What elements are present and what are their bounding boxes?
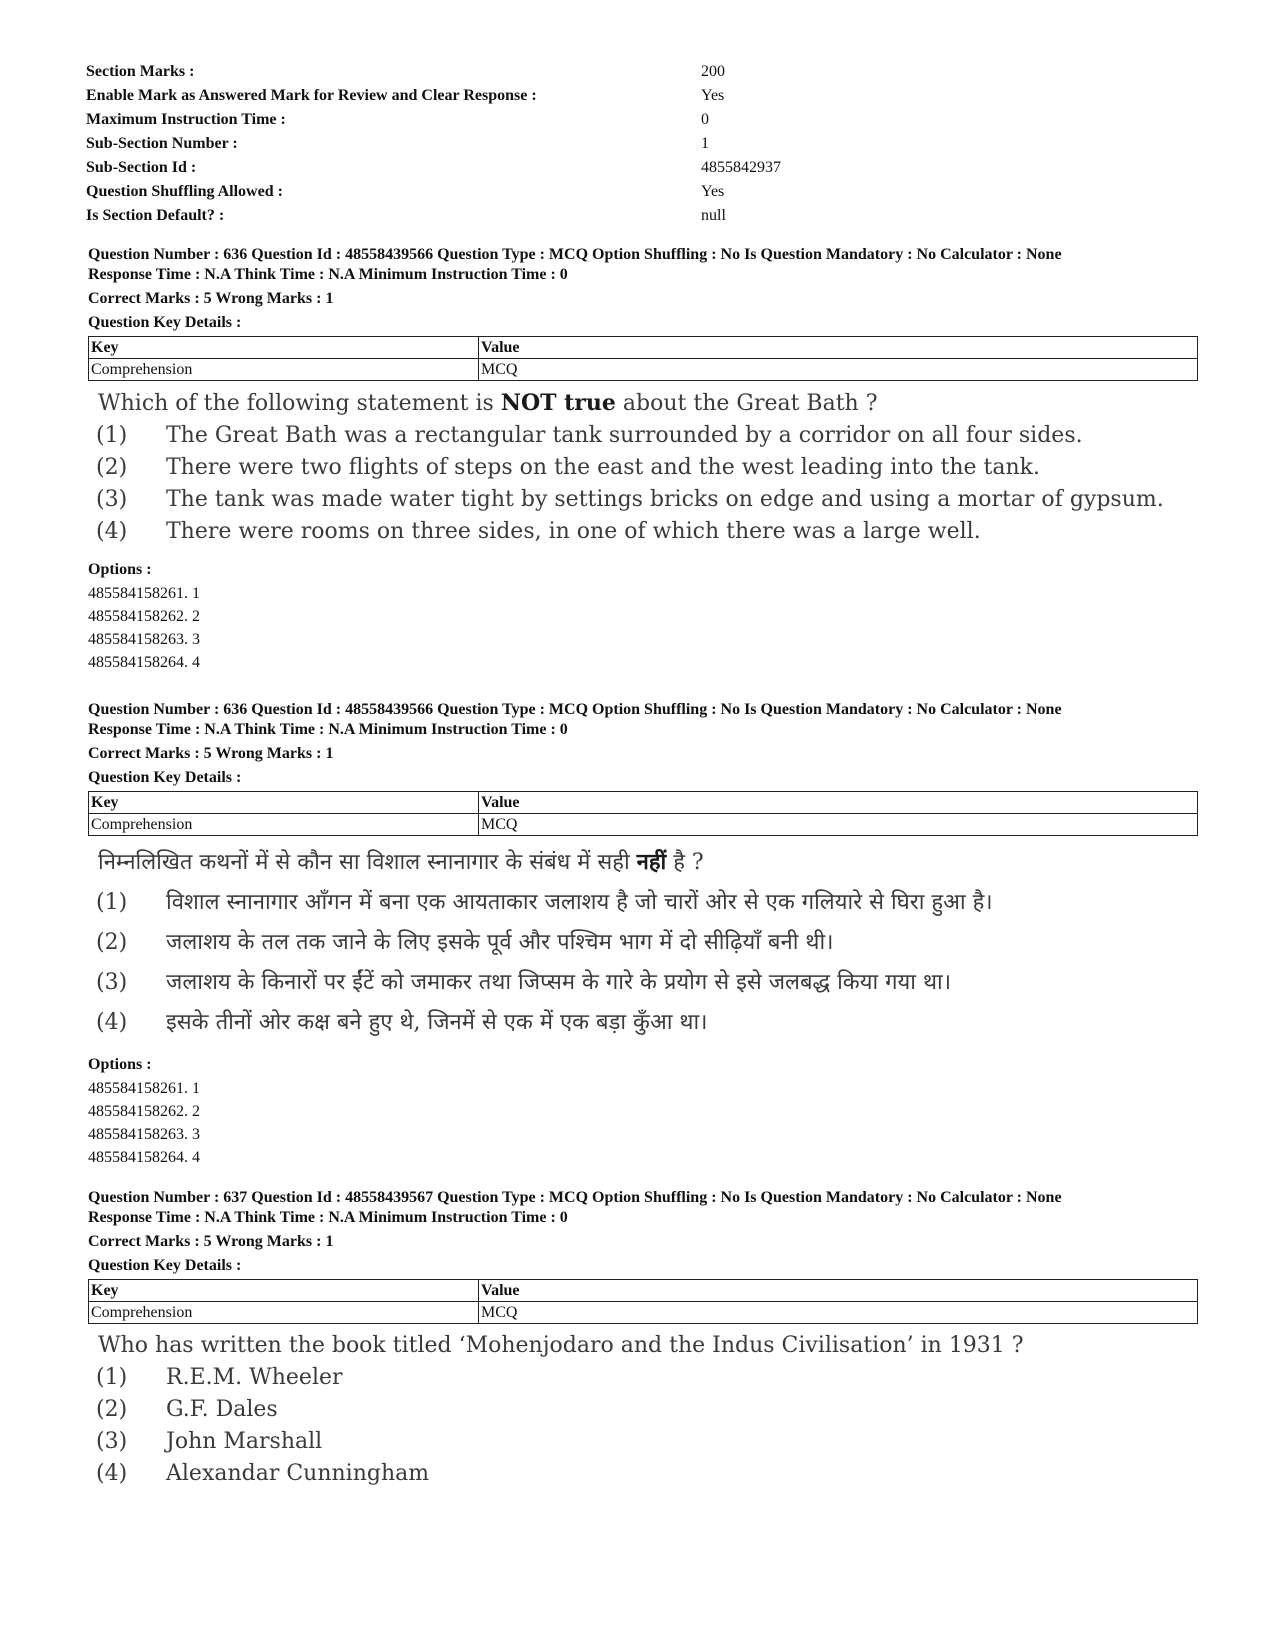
question-stem: [88, 842, 1203, 883]
option-item: 485584158262. 2: [88, 608, 200, 625]
choice-number: (3): [96, 1429, 128, 1454]
row-value: 200: [701, 63, 725, 80]
choice-text: There were two flights of steps on the east and the west leading into the tank.: [166, 455, 1041, 480]
choice-text: इसके तीनों ओर कक्ष बने हुए थे, जिनमें से एक में एक बड़ा कुँआ था।: [166, 1010, 708, 1035]
choice: [88, 1362, 1203, 1394]
choice-text: विशाल स्नानागार आँगन में बना एक आयताकार जलाशय है जो चारों ओर से एक गलियारे से घिरा हुआ है।: [166, 890, 993, 915]
option-item: 485584158263. 3: [88, 1126, 200, 1143]
question-block: [88, 1188, 1203, 1490]
row-value: Yes: [701, 183, 725, 200]
choice: [88, 484, 1203, 516]
choice-number: (2): [96, 930, 128, 955]
option-item: 485584158263. 3: [88, 631, 200, 648]
choice-text: There were rooms on three sides, in one of which there was a large well.: [166, 519, 981, 544]
question-block: [88, 700, 1203, 1169]
table-row: [89, 1302, 1198, 1324]
choice: [88, 923, 1203, 963]
meta-line: Response Time : N.A Think Time : N.A Minimum Instruction Time : 0: [88, 266, 568, 283]
choice: [88, 1394, 1203, 1426]
row-value: null: [701, 207, 726, 224]
row-label: Enable Mark as Answered Mark for Review and Clear Response :: [86, 87, 537, 104]
stem-emphasis: NOT true: [500, 390, 616, 416]
section-default-row: [86, 204, 886, 228]
choice: [88, 516, 1203, 548]
meta-line: Question Number : 637 Question Id : 48558439567 Question Type : MCQ Option Shuffling : No Is Question Mandatory : No Calculator : None: [88, 1189, 1062, 1206]
enable-mark-row: [86, 84, 886, 108]
cell-value: MCQ: [479, 1302, 1198, 1324]
key-details-label: Question Key Details :: [88, 314, 242, 331]
header-key: Key: [89, 792, 479, 814]
table-row: [89, 814, 1198, 836]
cell-key: Comprehension: [89, 359, 479, 381]
row-value: 1: [701, 135, 709, 152]
question-meta: [88, 1188, 1203, 1228]
choice-text: R.E.M. Wheeler: [166, 1365, 343, 1390]
header-value: Value: [479, 1280, 1198, 1302]
question-meta: [88, 245, 1203, 285]
choice-text: John Marshall: [166, 1429, 323, 1454]
stem-text: about the Great Bath ?: [615, 391, 878, 416]
cell-key: Comprehension: [89, 1302, 479, 1324]
section-marks-row: [86, 60, 886, 84]
options-label: Options :: [88, 1056, 152, 1073]
question-text: [88, 387, 1203, 548]
row-label: Sub-Section Id :: [86, 159, 197, 176]
key-value-table: [88, 336, 1198, 381]
row-value: Yes: [701, 87, 725, 104]
choice: [88, 1003, 1203, 1043]
choice-number: (1): [96, 890, 128, 915]
key-details-label: Question Key Details :: [88, 769, 242, 786]
choice-number: (4): [96, 1010, 128, 1035]
meta-line: Response Time : N.A Think Time : N.A Minimum Instruction Time : 0: [88, 1209, 568, 1226]
choice-number: (2): [96, 1397, 128, 1422]
option-item: 485584158261. 1: [88, 1080, 200, 1097]
choice: [88, 1426, 1203, 1458]
stem-text: निम्नलिखित कथनों में से कौन सा विशाल स्नानागार के संबंध में सही: [98, 850, 637, 875]
choice-number: (4): [96, 519, 128, 544]
choice-text: The Great Bath was a rectangular tank surrounded by a corridor on all four sides.: [166, 423, 1083, 448]
choice-text: जलाशय के किनारों पर ईंटें को जमाकर तथा जिप्सम के गारे के प्रयोग से इसे जलबद्ध किया गया था।: [166, 970, 952, 995]
header-value: Value: [479, 792, 1198, 814]
sub-section-id-row: [86, 156, 886, 180]
table-header-row: [89, 337, 1198, 359]
row-label: Is Section Default? :: [86, 207, 225, 224]
key-details-label: Question Key Details :: [88, 1257, 242, 1274]
cell-value: MCQ: [479, 814, 1198, 836]
choice: [88, 1458, 1203, 1490]
choice-text: Alexandar Cunningham: [166, 1461, 430, 1486]
row-value: 4855842937: [701, 159, 781, 176]
question-stem: [88, 1330, 1203, 1362]
question-shuffling-row: [86, 180, 886, 204]
choice-number: (4): [96, 1461, 128, 1486]
choice-text: The tank was made water tight by settings bricks on edge and using a mortar of gypsum.: [166, 487, 1164, 512]
choice-number: (1): [96, 423, 128, 448]
table-row: [89, 359, 1198, 381]
stem-text: है ?: [666, 850, 704, 875]
choice: [88, 420, 1203, 452]
choice-number: (1): [96, 1365, 128, 1390]
row-label: Question Shuffling Allowed :: [86, 183, 283, 200]
table-header-row: [89, 792, 1198, 814]
table-header-row: [89, 1280, 1198, 1302]
sub-section-number-row: [86, 132, 886, 156]
marks-line: Correct Marks : 5 Wrong Marks : 1: [88, 290, 334, 307]
choice-text: G.F. Dales: [166, 1397, 278, 1422]
marks-line: Correct Marks : 5 Wrong Marks : 1: [88, 745, 334, 762]
row-label: Section Marks :: [86, 63, 195, 80]
header-key: Key: [89, 1280, 479, 1302]
key-value-table: [88, 791, 1198, 836]
choice: [88, 452, 1203, 484]
section-info: [86, 60, 886, 228]
meta-line: Question Number : 636 Question Id : 48558439566 Question Type : MCQ Option Shuffling : No Is Question Mandatory : No Calculator : None: [88, 246, 1062, 263]
max-instruction-time-row: [86, 108, 886, 132]
options-list: [88, 582, 1203, 674]
header-value: Value: [479, 337, 1198, 359]
meta-line: Question Number : 636 Question Id : 48558439566 Question Type : MCQ Option Shuffling : No Is Question Mandatory : No Calculator : None: [88, 701, 1062, 718]
header-key: Key: [89, 337, 479, 359]
question-stem: [88, 387, 1203, 420]
option-item: 485584158264. 4: [88, 654, 200, 671]
choice: [88, 963, 1203, 1003]
option-item: 485584158261. 1: [88, 585, 200, 602]
meta-line: Response Time : N.A Think Time : N.A Minimum Instruction Time : 0: [88, 721, 568, 738]
question-text: [88, 1330, 1203, 1490]
options-list: [88, 1077, 1203, 1169]
row-value: 0: [701, 111, 709, 128]
stem-emphasis: नहीं: [636, 849, 667, 875]
option-item: 485584158264. 4: [88, 1149, 200, 1166]
choice-number: (2): [96, 455, 128, 480]
choice-text: जलाशय के तल तक जाने के लिए इसके पूर्व और पश्चिम भाग में दो सीढ़ियाँ बनी थी।: [166, 930, 834, 955]
row-label: Sub-Section Number :: [86, 135, 238, 152]
key-value-table: [88, 1279, 1198, 1324]
choice: [88, 883, 1203, 923]
option-item: 485584158262. 2: [88, 1103, 200, 1120]
row-label: Maximum Instruction Time :: [86, 111, 286, 128]
stem-text: Who has written the book titled ‘Mohenjodaro and the Indus Civilisation’ in 1931 ?: [98, 1333, 1024, 1358]
question-block: [88, 245, 1203, 674]
choice-number: (3): [96, 970, 128, 995]
stem-text: Which of the following statement is: [98, 391, 501, 416]
cell-key: Comprehension: [89, 814, 479, 836]
marks-line: Correct Marks : 5 Wrong Marks : 1: [88, 1233, 334, 1250]
choice-number: (3): [96, 487, 128, 512]
question-meta: [88, 700, 1203, 740]
question-text: [88, 842, 1203, 1043]
cell-value: MCQ: [479, 359, 1198, 381]
options-label: Options :: [88, 561, 152, 578]
